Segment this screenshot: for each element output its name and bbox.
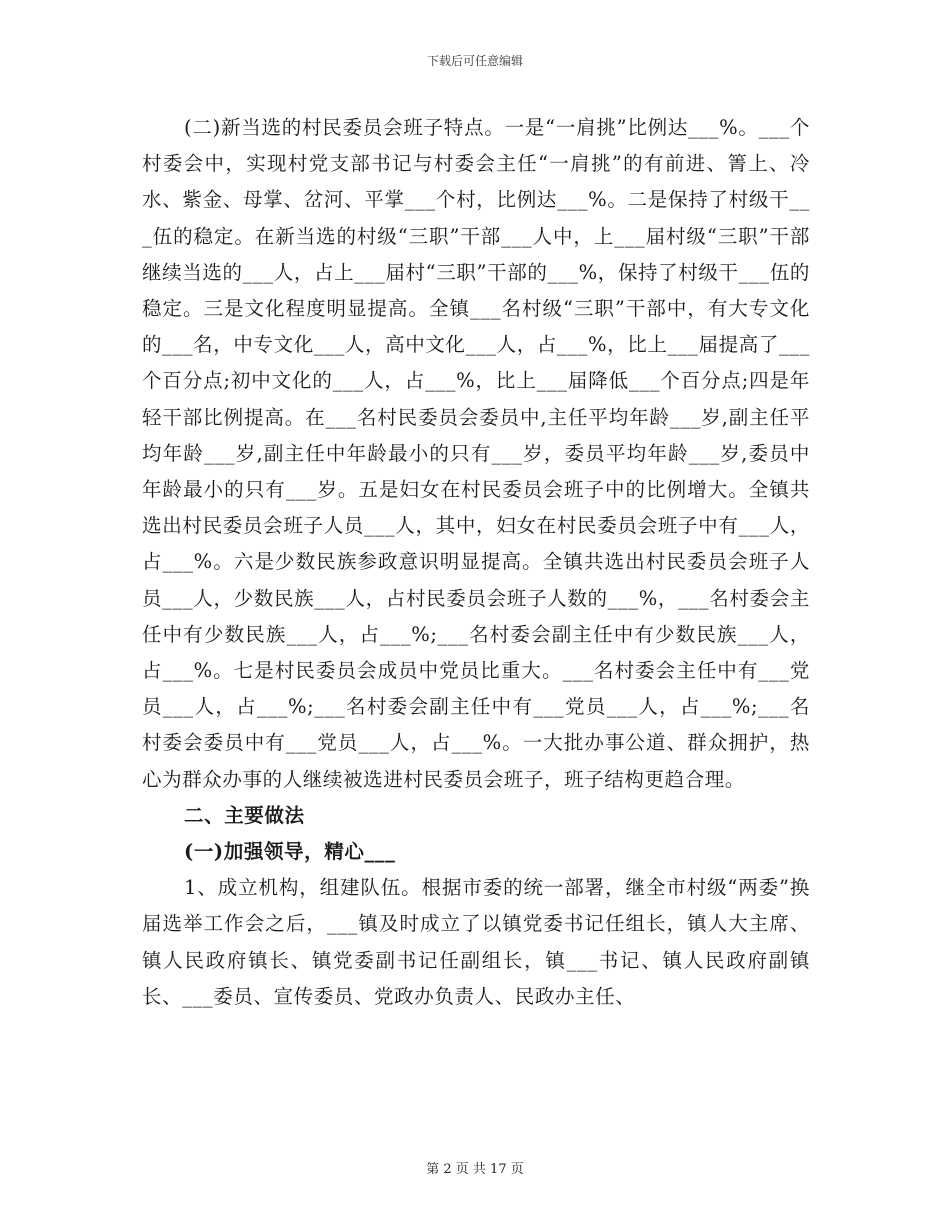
subsection-heading-leadership: (一)加强领导，精心___ [184, 840, 396, 864]
page-footer: 第 2 页 共 17 页 [426, 1162, 524, 1177]
page-header: 下载后可任意编辑 [426, 54, 523, 68]
section-heading-main-practices: 二、主要做法 [184, 803, 305, 827]
paragraph-establish-organization: 1、成立机构，组建队伍。根据市委的统一部署，继全市村级“两委”换届选举工作会之后，___镇及时成立了以镇党委书记任组长，镇人大主席、镇人民政府镇长、镇党委副书记任副组长，镇___书记、镇人民政府副镇长、___委员、宣传委员、党政办负责人、民政办主任、 [142, 876, 810, 1008]
document-body [142, 110, 810, 1015]
paragraph-committee-features: (二)新当选的村民委员会班子特点。一是“一肩挑”比例达___%。___个村委会中，实现村党支部书记与村委会主任“一肩挑”的有前进、箐上、冷水、紫金、母掌、岔河、平掌___个村，比例达___%。二是保持了村级干___伍的稳定。在新当选的村级“三职”干部___人中，上___届村级“三职”干部继续当选的___人，占上___届村“三职”干部的___%，保持了村级干___伍的稳定。三是文化程度明显提高。全镇___名村级“三职”干部中，有大专文化的___名，中专文化___人，高中文化___人，占___%，比上___届提高了___个百分点;初中文化的___人，占___%，比上___届降低___个百分点;四是年轻干部比例提高。在___名村民委员会委员中,主任平均年龄___岁,副主任平均年龄___岁,副主任中年龄最小的只有___岁，委员平均年龄___岁,委员中年龄最小的只有___岁。五是妇女在村民委员会班子中的比例增大。全镇共选出村民委员会班子人员___人，其中，妇女在村民委员会班子中有___人，占___%。六是少数民族参政意识明显提高。全镇共选出村民委员会班子人员___人，少数民族___人，占村民委员会班子人数的___%，___名村委会主任中有少数民族___人，占___%;___名村委会副主任中有少数民族___人，占___%。七是村民委员会成员中党员比重大。___名村委会主任中有___党员___人，占___%;___名村委会副主任中有___党员___人，占___%;___名村委会委员中有___党员___人，占___%。一大批办事公道、群众拥护，热心为群众办事的人继续被选进村民委员会班子，班子结构更趋合理。 [142, 116, 810, 791]
